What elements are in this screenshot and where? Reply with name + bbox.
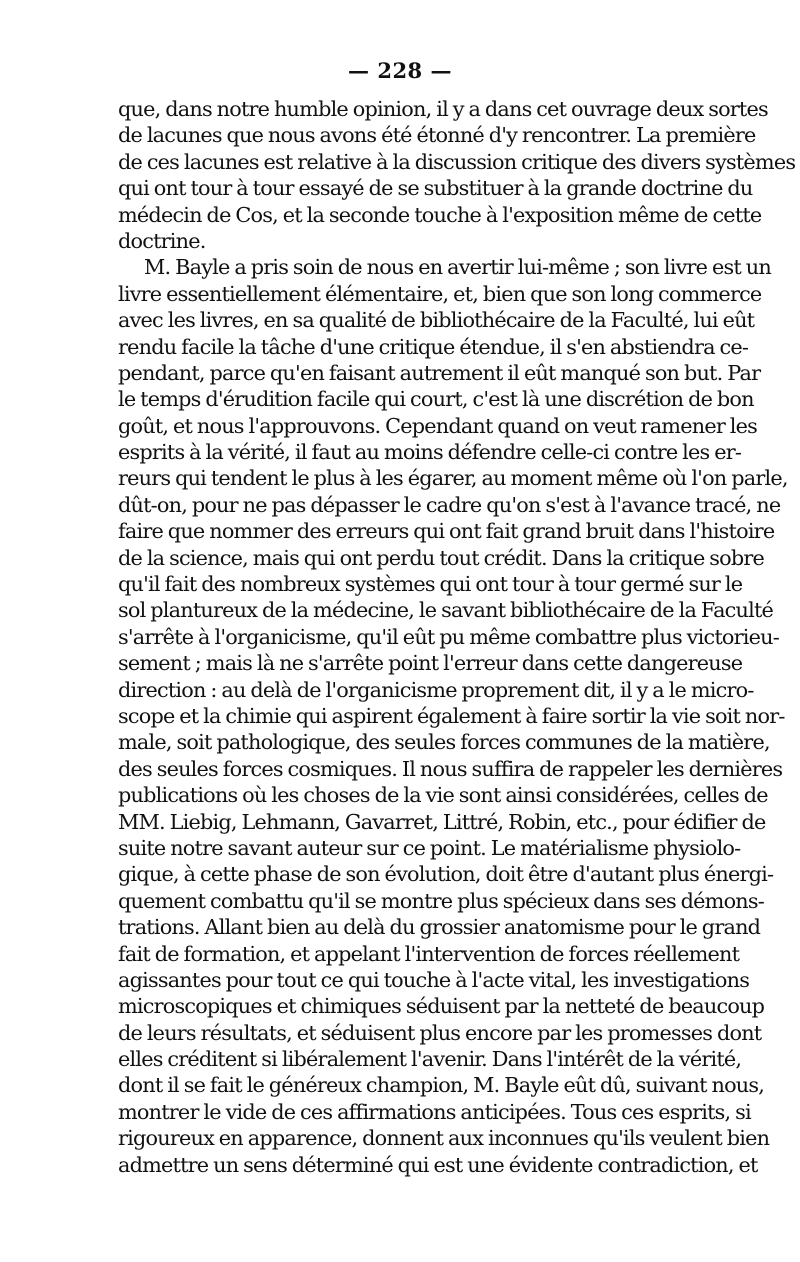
text-line: que, dans notre humble opinion, il y a dans cet ouvrage deux sortes <box>118 97 768 121</box>
text-line: pendant, parce qu'en faisant autrement il eût manqué son but. Par <box>118 360 761 385</box>
paragraph <box>118 254 788 1178</box>
text-line: fait de formation, et appelant l'intervention de forces réellement <box>118 941 740 966</box>
text-line: MM. Liebig, Lehmann, Gavarret, Littré, Robin, etc., pour édifier de <box>118 809 766 834</box>
text-line: livre essentiellement élémentaire, et, bien que son long commerce <box>118 281 762 306</box>
text-line: qui ont tour à tour essayé de se substituer à la grande doctrine du <box>118 176 753 201</box>
text-line: scope et la chimie qui aspirent également à faire sortir la vie soit nor- <box>118 703 785 728</box>
text-line: reurs qui tendent le plus à les égarer, au moment même où l'on parle, <box>118 466 788 491</box>
body-text <box>118 96 796 1178</box>
text-line: gique, à cette phase de son évolution, doit être d'autant plus énergi- <box>118 862 774 887</box>
text-line: avec les livres, en sa qualité de bibliothécaire de la Faculté, lui eût <box>118 308 755 333</box>
text-line: suite notre savant auteur sur ce point. Le matérialisme physiolo- <box>118 835 741 860</box>
text-line: rendu facile la tâche d'une critique étendue, il s'en abstiendra ce- <box>118 334 749 359</box>
text-line: esprits à la vérité, il faut au moins défendre celle-ci contre les er- <box>118 440 742 465</box>
text-line: M. Bayle a pris soin de nous en avertir lui-même ; son livre est un <box>144 255 771 280</box>
text-line: montrer le vide de ces affirmations anticipées. Tous ces esprits, si <box>118 1099 751 1124</box>
text-line: direction : au delà de l'organicisme proprement dit, il y a le micro- <box>118 677 754 702</box>
text-line: médecin de Cos, et la seconde touche à l'exposition même de cette <box>118 202 762 227</box>
text-line: des seules forces cosmiques. Il nous suffira de rappeler les dernières <box>118 756 783 781</box>
text-line: quement combattu qu'il se montre plus spécieux dans ses démons- <box>118 888 764 913</box>
text-line: elles créditent si libéralement l'avenir. Dans l'intérêt de la vérité, <box>118 1047 742 1072</box>
text-line: microscopiques et chimiques séduisent par la netteté de beaucoup <box>118 994 765 1019</box>
text-line: le temps d'érudition facile qui court, c'est là une discrétion de bon <box>118 387 754 412</box>
text-line: de lacunes que nous avons été étonné d'y rencontrer. La première <box>118 123 756 148</box>
text-line: dont il se fait le généreux champion, M. Bayle eût dû, suivant nous, <box>118 1073 765 1098</box>
text-line: de ces lacunes est relative à la discussion critique des divers systèmes <box>118 149 796 174</box>
text-line: agissantes pour tout ce qui touche à l'acte vital, les investigations <box>118 967 750 992</box>
text-line: doctrine. <box>118 228 206 253</box>
text-line: faire que nommer des erreurs qui ont fait grand bruit dans l'histoire <box>118 519 775 544</box>
text-line: goût, et nous l'approuvons. Cependant quand on veut ramener les <box>118 413 758 438</box>
paragraph <box>118 96 796 254</box>
text-line: trations. Allant bien au delà du grossier anatomisme pour le grand <box>118 915 761 940</box>
text-line: admettre un sens déterminé qui est une évidente contradiction, et <box>118 1152 758 1177</box>
text-line: qu'il fait des nombreux systèmes qui ont tour à tour germé sur le <box>118 572 743 597</box>
text-line: de la science, mais qui ont perdu tout crédit. Dans la critique sobre <box>118 545 765 570</box>
text-line: sol plantureux de la médecine, le savant bibliothécaire de la Faculté <box>118 598 774 623</box>
page-number: — 228 — <box>348 58 452 83</box>
text-line: dût-on, pour ne pas dépasser le cadre qu'on s'est à l'avance tracé, ne <box>118 492 781 517</box>
text-line: sement ; mais là ne s'arrête point l'erreur dans cette dangereuse <box>118 651 743 676</box>
text-line: male, soit pathologique, des seules forces communes de la matière, <box>118 730 770 755</box>
text-line: rigoureux en apparence, donnent aux inconnues qu'ils veulent bien <box>118 1126 770 1151</box>
text-line: publications où les choses de la vie sont ainsi considérées, celles de <box>118 783 768 808</box>
text-line: de leurs résultats, et séduisent plus encore par les promesses dont <box>118 1020 762 1045</box>
text-line: s'arrête à l'organicisme, qu'il eût pu même combattre plus victorieu- <box>118 624 779 649</box>
